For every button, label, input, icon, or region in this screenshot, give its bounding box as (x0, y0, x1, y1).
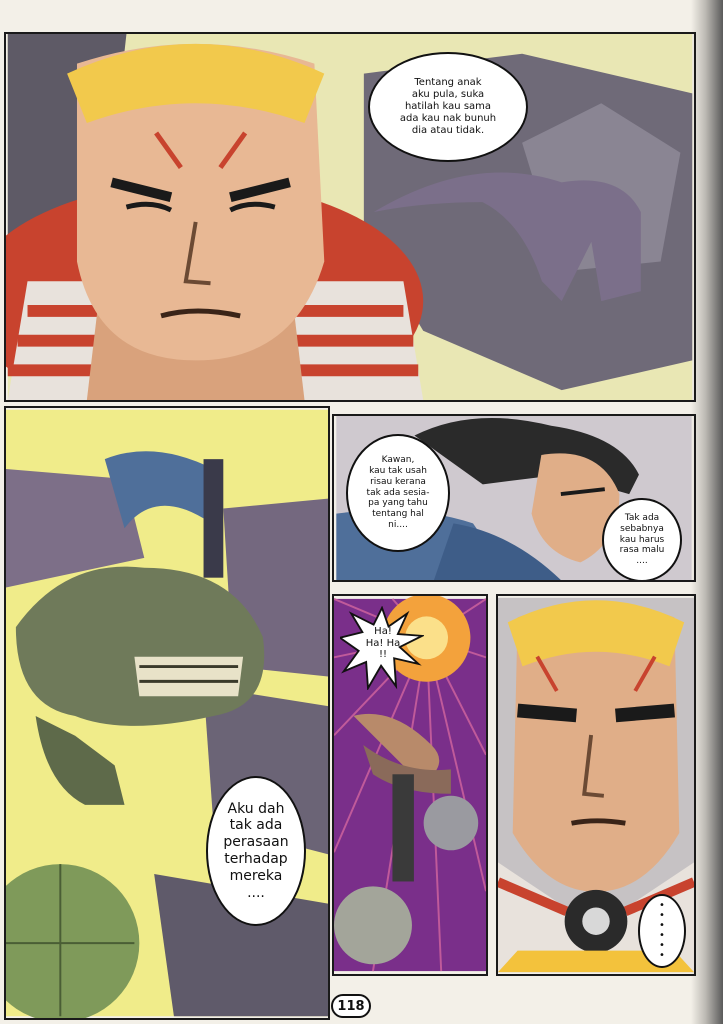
laugh-text: Ha! Ha! Ha !! (365, 626, 401, 660)
panel-3-conversation (332, 414, 696, 582)
panel-1-hero-closeup (4, 32, 696, 402)
panel-2-dragon-rider (4, 406, 330, 1020)
caped-figure-small (392, 774, 413, 881)
panel-5-hero-stern (496, 594, 696, 976)
speech-bubble-right: Tak ada sebabnya kau harus rasa malu .... (602, 498, 682, 582)
speech-bubble-dots: • • • • • • (638, 894, 686, 968)
speech-bubble-hero: Tentang anak aku pula, suka hatilah kau sama ada kau nak bunuh dia atau tidak. (368, 52, 528, 162)
page-number: 118 (331, 994, 371, 1018)
panel-1-art (6, 34, 694, 400)
speech-bubble-rider: Aku dah tak ada perasaan terhadap mereka .... (206, 776, 306, 926)
panel-4-laugh-burst (332, 594, 488, 976)
caped-figure (204, 459, 224, 578)
speech-bubble-left: Kawan, kau tak usah risau kerana tak ada sesia- pa yang tahu tentang hal ni.... (346, 434, 450, 552)
panel-2-art (6, 408, 328, 1018)
